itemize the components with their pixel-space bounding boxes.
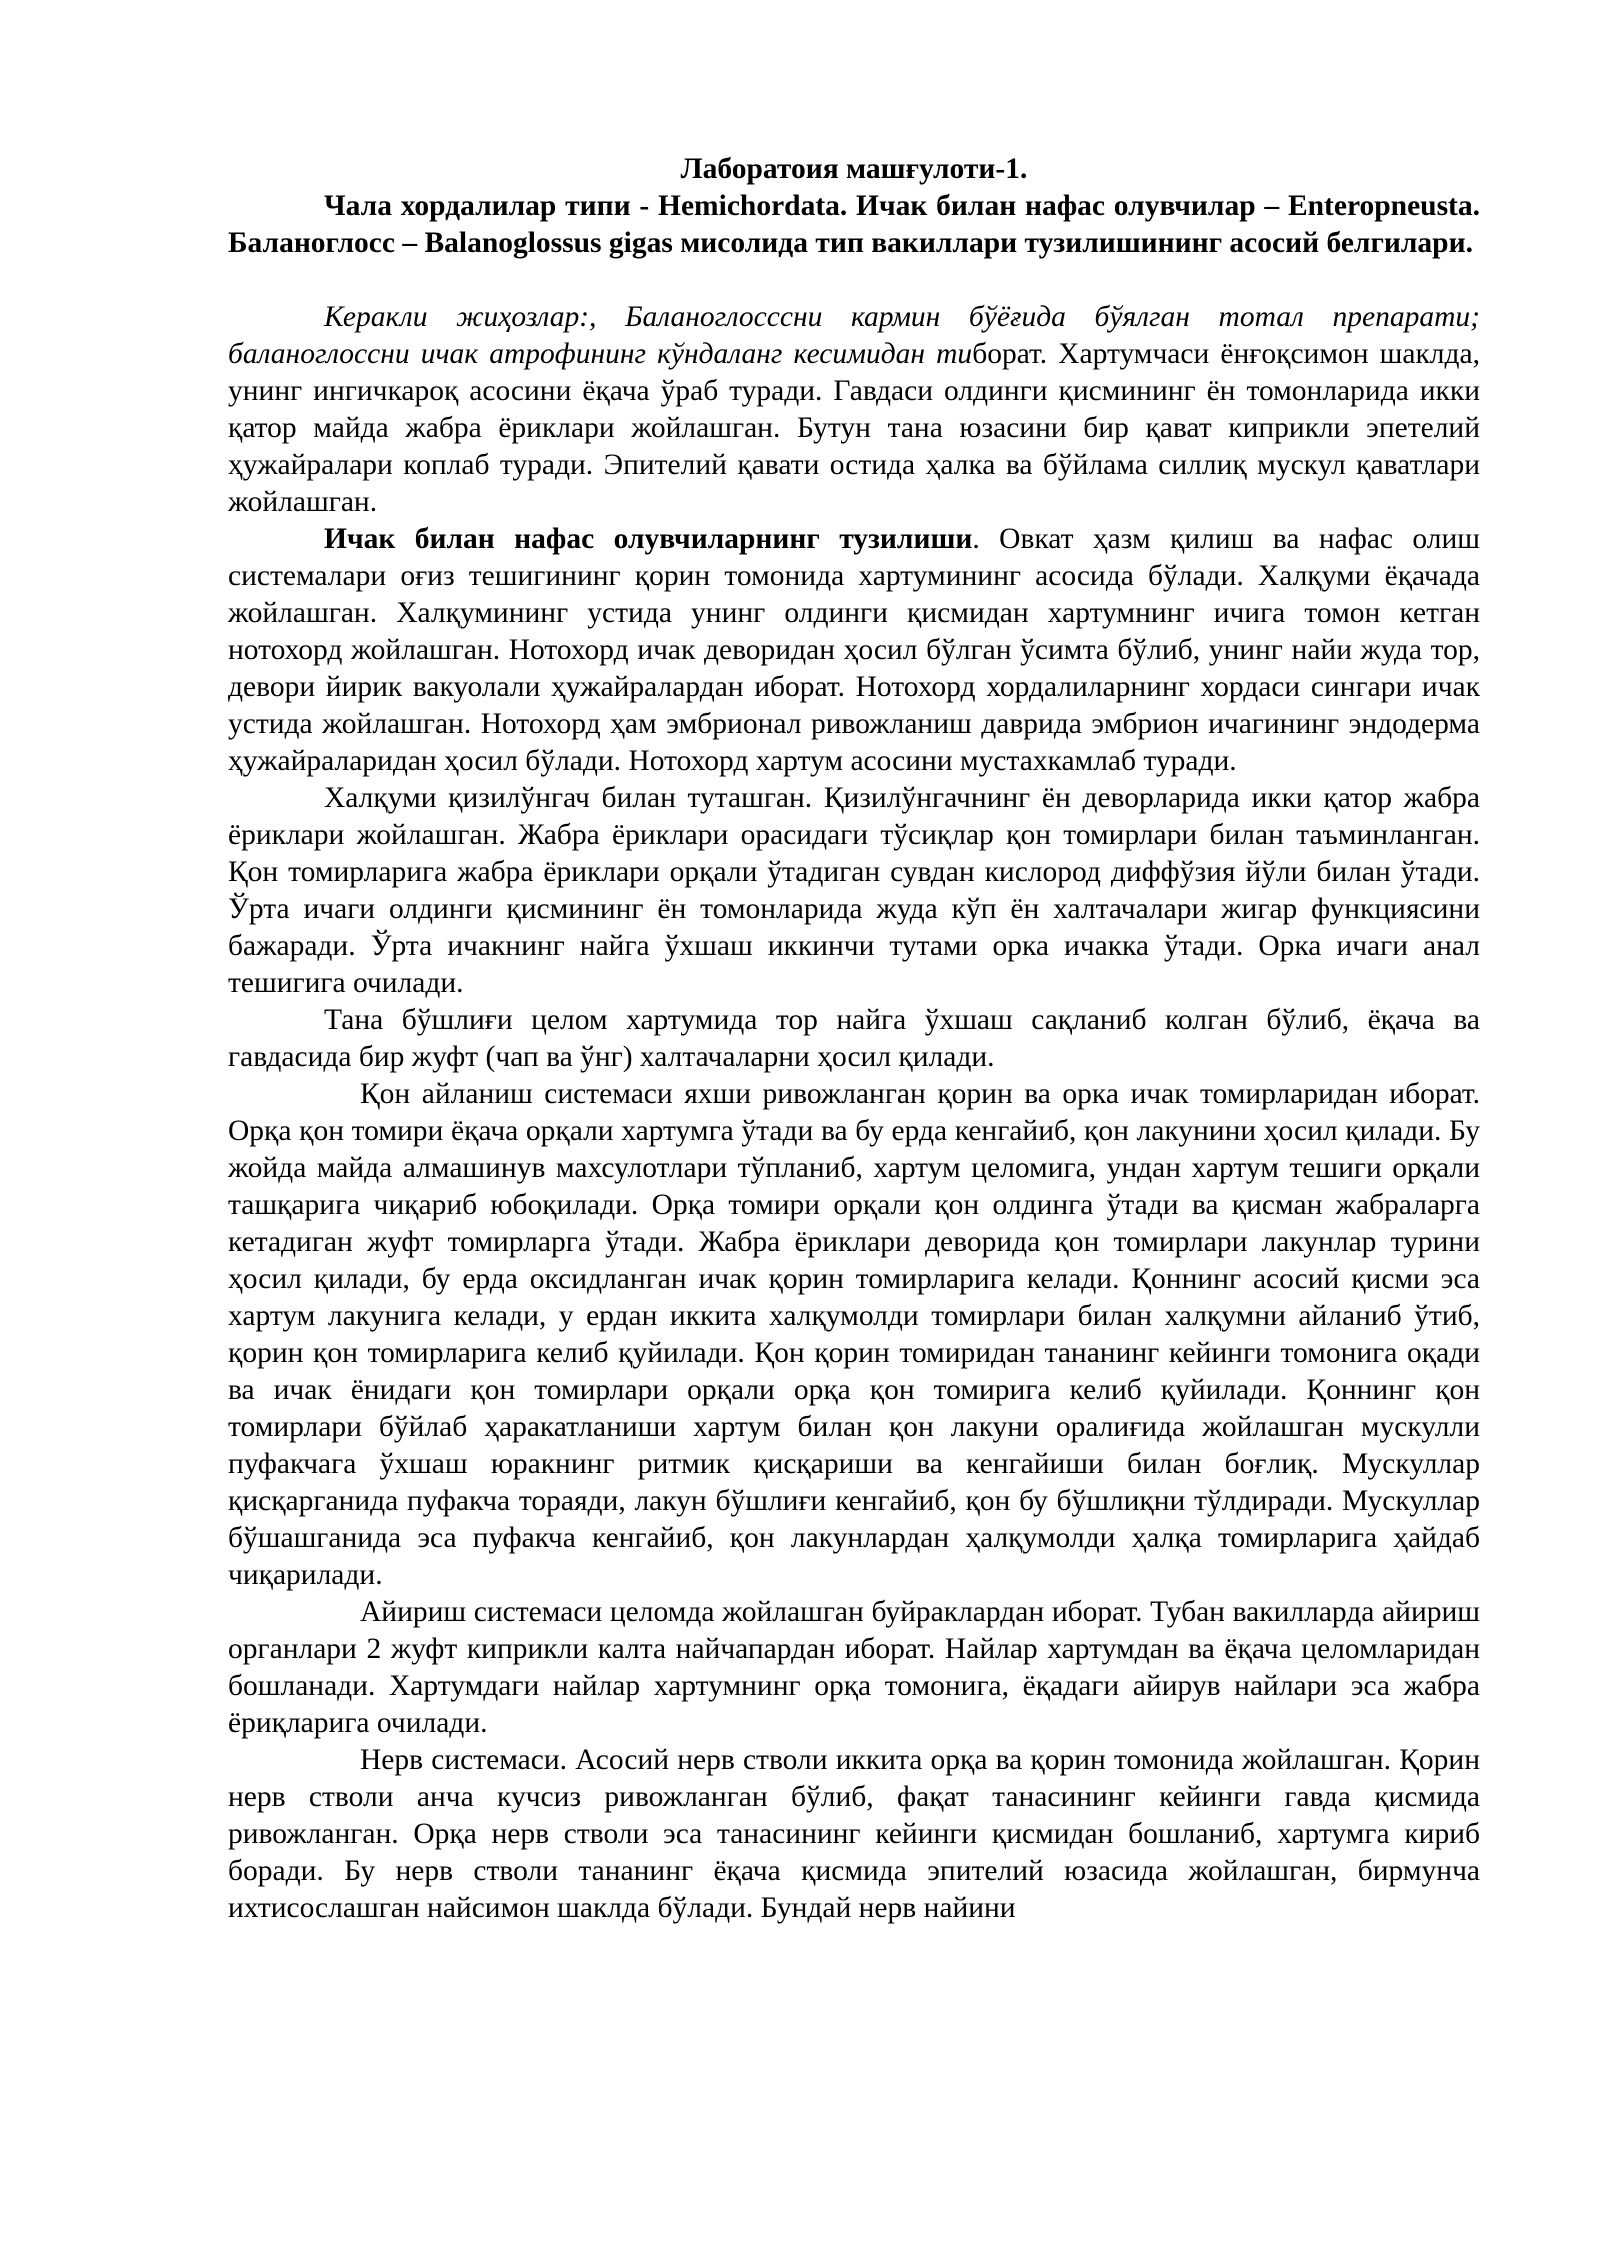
document-title: Лаборатоия машғулоти-1.	[680, 153, 1028, 185]
blank-line	[228, 262, 1480, 299]
paragraph-equipment	[228, 299, 1480, 521]
paragraph-pharynx: Халқуми қизилўнгач билан туташган. Қизилўнгачнинг ён деворларида икки қатор жабра ёриклари жойлашган. Жабра ёриклари орасидаги тўсиқлар қон томирлари билан таъминланган. Қон томирларига жабра ёриклари орқали ўтадиган сувдан кислород диффўзия йўли билан ўтади. Ўрта ичаги олдинги қисмининг ён томонларида жуда кўп ён халтачалари жигар функциясини бажаради. Ўрта ичакнинг найга ўхшаш иккинчи тутами орка ичакка ўтади. Орка ичаги анал тешигига очилади.	[228, 782, 1480, 999]
equipment-text: борат. Хартумчаси ёнғоқсимон шаклда, унинг ингичкароқ асосини ёқача ўраб туради. Гавдаси олдинги қисмининг ён томонларида икки қатор майда жабра ёриклари жойлашган. Бутун тана юзасини бир қават киприкли эпетелий ҳужайралари коплаб туради. Эпителий қавати остида ҳалка ва бўйлама силлиқ мускул қаватлари жойлашган.	[228, 338, 1480, 518]
paragraph-circulatory: Қон айланиш системаси яхши ривожланган қорин ва орка ичак томирларидан иборат. Орқа қон томири ёқача орқали хартумга ўтади ва бу ерда кенгайиб, қон лакунини ҳосил қилади. Бу жойда майда алмашинув махсулотлари тўпланиб, хартум целомига, ундан хартум тешиги орқали ташқарига чиқариб юбоқилади. Орқа томири орқали қон олдинга ўтади ва қисман жабраларга кетадиган жуфт томирларга ўтади. Жабра ёриклари деворида қон томирлари лакунлар турини ҳосил қилади, бу ерда оксидланган ичак қорин томирларига келади. Қоннинг асосий қисми эса хартум лакунига келади, у ердан иккита халқумолди томирлари билан халқумни айланиб ўтиб, қорин қон томирларига келиб қуйилади. Қон қорин томиридан тананинг кейинги томонига оқади ва ичак ёнидаги қон томирлари орқали орқа қон томирига келиб қуйилади. Қоннинг қон томирлари бўйлаб ҳаракатланиши хартум билан қон лакуни оралиғида жойлашган мускулли пуфакчага ўхшаш юракнинг ритмик қисқариши ва кенгайиши билан боғлиқ. Мускуллар қисқарганида пуфакча тораяди, лакун бўшлиғи кенгайиб, қон бу бўшлиқни тўлдиради. Мускуллар бўшашганида эса пуфакча кенгайиб, қон лакунлардан ҳалқумолди ҳалқа томирларига ҳайдаб чиқарилади.	[228, 1078, 1480, 1591]
paragraph-digestive-structure	[228, 521, 1480, 780]
equipment-lead: Керакли жиҳозлар:, Баланоглосссни кармин бўёғида бўялган тотал препарати; баланоглоссни ичак атрофининг кўндаланг кесимидан ти	[228, 301, 1480, 370]
structure-heading: Ичак билан нафас олувчиларнинг тузилиши	[324, 523, 973, 555]
paragraph-coelom: Тана бўшлиғи целом хартумида тор найга ўхшаш сақланиб колган бўлиб, ёқача ва гавдасида бир жуфт (чап ва ўнг) халтачаларни ҳосил қилади.	[228, 1004, 1480, 1073]
paragraph-excretory: Айириш системаси целомда жойлашган буйраклардан иборат. Тубан вакилларда айириш органлари 2 жуфт киприкли калта найчапардан иборат. Найлар хартумдан ва ёқача целомларидан бошланади. Хартумдаги найлар хартумнинг орқа томонига, ёқадаги айирув найлари эса жабра ёриқларига очилади.	[228, 1596, 1480, 1739]
structure-text: . Овкат ҳазм қилиш ва нафас олиш системалари оғиз тешигининг қорин томонида хартумининг асосида бўлади. Халқуми ёқачада жойлашган. Халқумининг устида унинг олдинги қисмидан хартумнинг ичига томон кетган нотохорд жойлашган. Нотохорд ичак деворидан ҳосил бўлган ўсимта бўлиб, унинг найи жуда тор, девори йирик вакуолали ҳужайралардан иборат. Нотохорд хордалиларнинг хордаси сингари ичак устида жойлашган. Нотохорд ҳам эмбрионал ривожланиш даврида эмбрион ичагининг эндодерма ҳужайраларидан ҳосил бўлади. Нотохорд хартум асосини мустахкамлаб туради.	[228, 523, 1480, 777]
document-subtitle: Чала хордалилар типи - Hemichordata. Ичак билан нафас олувчилар – Enteropneusta. Баланоглосс – Balanoglossus gigas мисолида тип вакиллари тузилишининг асосий белгилари.	[228, 190, 1480, 259]
paragraph-nervous: Нерв системаси. Асосий нерв стволи иккита орқа ва қорин томонида жойлашган. Қорин нерв стволи анча кучсиз ривожланган бўлиб, фақат танасининг кейинги гавда қисмида ривожланган. Орқа нерв стволи эса танасининг кейинги қисмидан бошланиб, хартумга кириб боради. Бу нерв стволи тананинг ёқача қисмида эпителий юзасида жойлашган, бирмунча ихтисослашган найсимон шаклда бўлади. Бундай нерв найини	[228, 1744, 1480, 1924]
document-page	[228, 151, 1480, 1927]
